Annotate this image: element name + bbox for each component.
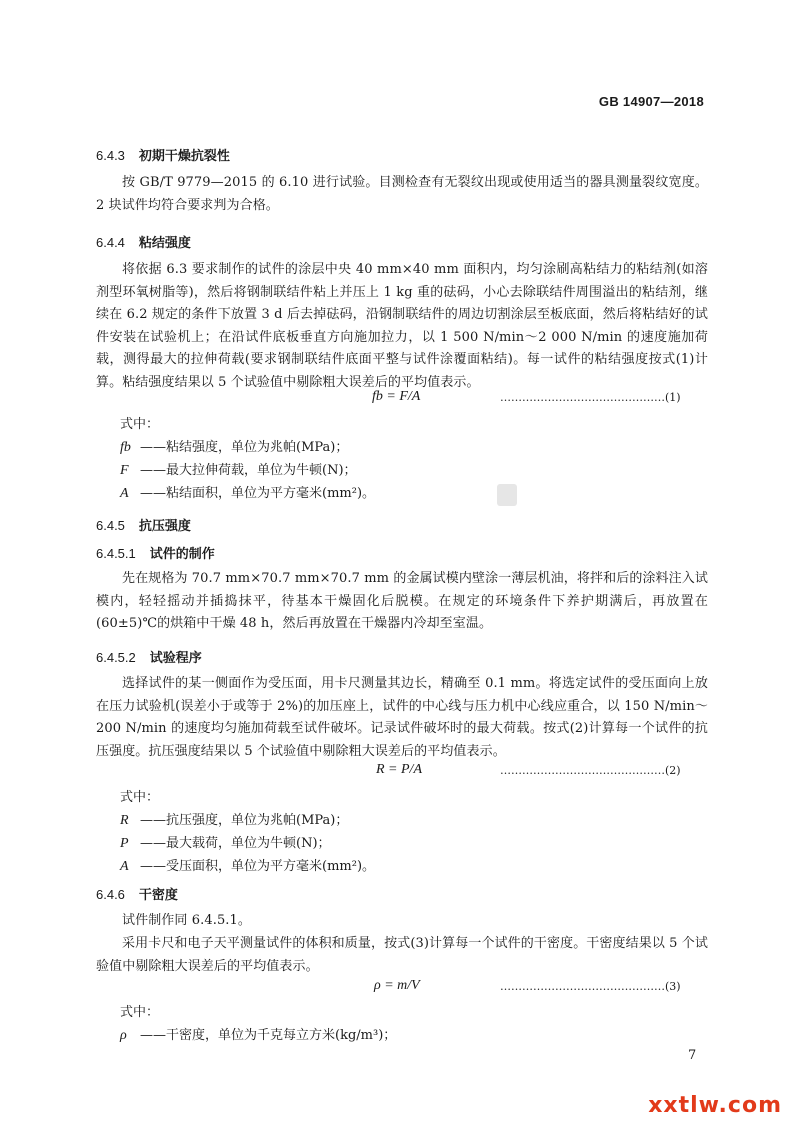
variable-desc: ——干密度，单位为千克每立方米(kg/m³)；	[140, 1028, 397, 1043]
variable-desc: ——最大拉伸荷载，单位为牛顿(N)；	[140, 463, 357, 478]
scan-artifact	[497, 484, 517, 506]
formula-3: ρ = m/V	[374, 978, 420, 993]
variable-desc: ——最大载荷，单位为牛顿(N)；	[140, 836, 331, 851]
section-number: 6.4.5.2	[96, 650, 136, 665]
formula-2-leader: ………………………………………(2)	[500, 764, 681, 777]
variable-row	[120, 459, 357, 479]
variable-symbol: A	[120, 486, 129, 501]
equation-number-1: (1)	[665, 391, 681, 404]
variable-desc: ——受压面积，单位为平方毫米(mm²)。	[140, 859, 376, 874]
section-heading-6-4-4	[96, 232, 191, 251]
section-number: 6.4.4	[96, 235, 125, 250]
variable-row	[120, 855, 375, 875]
where-label-2: 式中：	[120, 790, 160, 805]
section-number: 6.4.6	[96, 887, 125, 902]
paragraph-6-4-5-1: 先在规格为 70.7 mm×70.7 mm×70.7 mm 的金属试模内壁涂一薄层机油，将拌和后的涂料注入试模内，轻轻摇动并插捣抹平，待基本干燥固化后脱模。在规定的环境条件下养护期满后，再放置在(60±5)℃的烘箱中干燥 48 h，然后再放置在干燥器内冷却至室温。	[96, 571, 708, 632]
section-title: 初期干燥抗裂性	[138, 149, 230, 164]
variable-symbol: R	[120, 813, 129, 828]
section-heading-6-4-6	[96, 884, 178, 903]
where-label-3: 式中：	[120, 1005, 160, 1020]
page-number: 7	[688, 1048, 697, 1063]
variable-symbol: F	[120, 463, 129, 478]
variable-row	[120, 1024, 396, 1044]
section-title: 干密度	[138, 888, 178, 903]
variable-symbol: ρ	[120, 1028, 127, 1043]
variable-desc: ——抗压强度，单位为兆帕(MPa)；	[140, 813, 349, 828]
variable-row	[120, 436, 348, 456]
section-number: 6.4.3	[96, 148, 125, 163]
variable-symbol: P	[120, 836, 129, 851]
variable-symbol: A	[120, 859, 129, 874]
equation-number-3: (3)	[665, 980, 681, 993]
watermark-logo: xxtlw.com	[648, 1093, 782, 1118]
equation-number-2: (2)	[665, 764, 681, 777]
variable-desc: ——粘结强度，单位为兆帕(MPa)；	[140, 440, 349, 455]
section-title: 试件的制作	[149, 547, 215, 562]
formula-3-leader: ………………………………………(3)	[500, 980, 681, 993]
variable-row	[120, 832, 331, 852]
section-heading-6-4-3	[96, 145, 230, 164]
formula-1: fb = F/A	[372, 389, 421, 404]
section-title: 粘结强度	[138, 236, 191, 251]
variable-symbol: fb	[120, 440, 131, 455]
variable-row	[120, 482, 375, 502]
section-heading-6-4-5-1	[96, 543, 215, 562]
variable-row	[120, 809, 348, 829]
paragraph-6-4-3: 按 GB/T 9779—2015 的 6.10 进行试验。目测检查有无裂纹出现或使用适当的器具测量裂纹宽度。2 块试件均符合要求判为合格。	[96, 175, 708, 213]
section-heading-6-4-5	[96, 515, 191, 534]
where-label-1: 式中：	[120, 417, 160, 432]
paragraph-6-4-6-b: 采用卡尺和电子天平测量试件的体积和质量，按式(3)计算每一个试件的干密度。干密度结果以 5 个试验值中剔除粗大误差后的平均值表示。	[96, 936, 708, 974]
formula-2: R = P/A	[376, 762, 422, 777]
section-title: 抗压强度	[138, 519, 191, 534]
paragraph-6-4-4: 将依据 6.3 要求制作的试件的涂层中央 40 mm×40 mm 面积内，均匀涂刷高粘结力的粘结剂(如溶剂型环氧树脂等)，然后将钢制联结件粘上并压上 1 kg 重的砝码，小心去除联结件周围溢出的粘结剂，继续在 6.2 规定的条件下放置 3 d 后去掉砝码，沿钢制联结件的周边切割涂层至板底面，然后将粘结好的试件安装在试验机上；在沿试件底板垂直方向施加拉力，以 1 500 N/min～2 000 N/min 的速度施加荷载，测得最大的拉伸荷载(要求钢制联结件底面平整与试件涂覆面粘结)。每一试件的粘结强度按式(1)计算。粘结强度结果以 5 个试验值中剔除粗大误差后的平均值表示。	[96, 262, 708, 390]
paragraph-6-4-5-2: 选择试件的某一侧面作为受压面，用卡尺测量其边长，精确至 0.1 mm。将选定试件的受压面向上放在压力试验机(误差小于或等于 2%)的加压座上，试件的中心线与压力机中心线应重合，以 150 N/min～200 N/min 的速度均匀施加荷载至试件破坏。记录试件破坏时的最大荷载。按式(2)计算每一个试件的抗压强度。抗压强度结果以 5 个试验值中剔除粗大误差后的平均值表示。	[96, 676, 708, 759]
paragraph-6-4-6-a: 试件制作同 6.4.5.1。	[122, 913, 252, 928]
section-title: 试验程序	[149, 651, 202, 666]
formula-1-leader: ………………………………………(1)	[500, 391, 681, 404]
section-heading-6-4-5-2	[96, 647, 202, 666]
section-number: 6.4.5	[96, 518, 125, 533]
section-number: 6.4.5.1	[96, 546, 136, 561]
variable-desc: ——粘结面积，单位为平方毫米(mm²)。	[140, 486, 376, 501]
standard-code-header: GB 14907—2018	[598, 94, 704, 109]
